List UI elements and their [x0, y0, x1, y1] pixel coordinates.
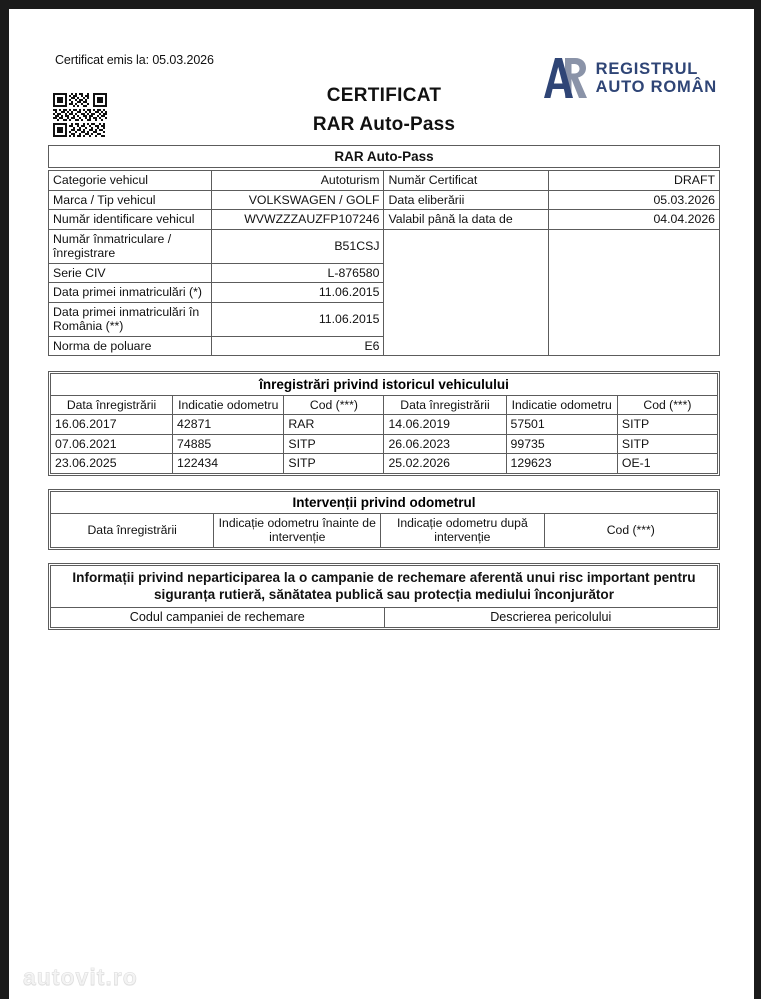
table-row: [51, 415, 718, 435]
document-body: [48, 53, 720, 631]
history-header-odometru-2: Indicatie odometru: [506, 396, 617, 415]
label-data-primei-inmatriculari-ro: Data primei inmatriculări în România (**): [49, 302, 212, 336]
history-cell: SITP: [284, 434, 384, 454]
interv-header-cod: Cod (***): [544, 513, 717, 547]
history-cell: 74885: [173, 434, 284, 454]
interventions-band-title: Intervenții privind odometrul: [50, 491, 718, 513]
value-data-eliberarii: 05.03.2026: [548, 190, 719, 210]
history-cell: SITP: [617, 415, 717, 435]
history-cell: 42871: [173, 415, 284, 435]
recall-header-cod-campanie: Codul campaniei de rechemare: [51, 608, 385, 628]
value-categorie-vehicul: Autoturism: [212, 171, 384, 191]
label-valabil-pana-la: Valabil până la data de: [384, 210, 548, 230]
label-data-primei-inmatriculari: Data primei inmatriculări (*): [49, 283, 212, 303]
history-cell: SITP: [284, 454, 384, 474]
value-data-primei-inmatriculari-ro: 11.06.2015: [212, 302, 384, 336]
label-marca-tip: Marca / Tip vehicul: [49, 190, 212, 210]
interv-header-odometru-dupa: Indicație odometru după intervenție: [381, 513, 544, 547]
value-data-primei-inmatriculari: 11.06.2015: [212, 283, 384, 303]
title-certificat: CERTIFICAT: [326, 85, 442, 106]
history-header-data-2: Data înregistrării: [384, 396, 506, 415]
value-norma-poluare: E6: [212, 336, 384, 356]
table-row: [51, 454, 718, 474]
table-header-row: [51, 396, 718, 415]
table-header-row: [51, 608, 718, 628]
recall-header-descriere-pericol: Descrierea pericolului: [384, 608, 718, 628]
value-numar-identificare: WVWZZZAUZFP107246: [212, 210, 384, 230]
vehicle-history-table: [50, 395, 718, 474]
table-row: [51, 434, 718, 454]
history-cell: 99735: [506, 434, 617, 454]
history-cell: 23.06.2025: [51, 454, 173, 474]
interv-header-data: Data înregistrării: [51, 513, 214, 547]
logo-line-registrul: REGISTRUL: [595, 59, 699, 78]
label-data-eliberarii: Data eliberării: [384, 190, 548, 210]
history-cell: 07.06.2021: [51, 434, 173, 454]
issue-date-text: Certificat emis la: 05.03.2026: [55, 53, 214, 67]
value-serie-civ: L-876580: [212, 263, 384, 283]
table-row: [49, 190, 720, 210]
history-header-cod-2: Cod (***): [617, 396, 717, 415]
history-cell: SITP: [617, 434, 717, 454]
table-header-row: [51, 513, 718, 547]
table-row: [49, 171, 720, 191]
value-valabil-pana-la: 04.04.2026: [548, 210, 719, 230]
recall-table: [50, 607, 718, 628]
history-cell: 122434: [173, 454, 284, 474]
history-cell: 57501: [506, 415, 617, 435]
logo-line-auto-roman: AUTO ROMÂN: [595, 78, 717, 96]
title-rar-auto-pass: RAR Auto-Pass: [312, 114, 456, 135]
table-row: [49, 229, 720, 263]
label-serie-civ: Serie CIV: [49, 263, 212, 283]
label-numar-identificare: Număr identificare vehicul: [49, 210, 212, 230]
history-cell: 26.06.2023: [384, 434, 506, 454]
odometer-interventions-table: [50, 513, 718, 548]
interv-header-odometru-inainte: Indicație odometru înainte de intervenție: [214, 513, 381, 547]
history-cell: 129623: [506, 454, 617, 474]
history-cell: 14.06.2019: [384, 415, 506, 435]
vehicle-history-section: [48, 371, 720, 476]
history-cell: 16.06.2017: [51, 415, 173, 435]
document-page: [9, 9, 754, 999]
history-header-odometru-1: Indicatie odometru: [173, 396, 284, 415]
history-header-data-1: Data înregistrării: [51, 396, 173, 415]
main-info-band-title: RAR Auto-Pass: [48, 145, 720, 168]
vehicle-info-table: [48, 170, 720, 356]
empty-cell: [384, 229, 548, 356]
recall-section: [48, 563, 720, 631]
label-categorie-vehicul: Categorie vehicul: [49, 171, 212, 191]
label-numar-certificat: Număr Certificat: [384, 171, 548, 191]
logo-wordmark: [596, 60, 717, 97]
history-header-cod-1: Cod (***): [284, 396, 384, 415]
value-marca-tip: VOLKSWAGEN / GOLF: [212, 190, 384, 210]
history-cell: RAR: [284, 415, 384, 435]
ar-monogram-icon: [542, 55, 590, 101]
recall-title: Informații privind neparticiparea la o campanie de rechemare aferentă unui risc important pentru siguranța rutieră, sănătatea publică sau protecția mediului înconjurător: [50, 565, 718, 608]
odometer-interventions-section: [48, 489, 720, 550]
rar-logo: [542, 55, 717, 101]
table-row: [49, 210, 720, 230]
value-numar-inmatriculare: B51CSJ: [212, 229, 384, 263]
main-info-section: [48, 145, 720, 356]
value-numar-certificat: DRAFT: [548, 171, 719, 191]
history-band-title: înregistrări privind istoricul vehiculului: [50, 373, 718, 395]
label-norma-poluare: Norma de poluare: [49, 336, 212, 356]
empty-cell: [548, 229, 719, 356]
label-numar-inmatriculare: Număr înmatriculare / înregistrare: [49, 229, 212, 263]
history-cell: OE-1: [617, 454, 717, 474]
document-header: [48, 53, 720, 145]
watermark: autovit.ro: [23, 964, 138, 990]
history-cell: 25.02.2026: [384, 454, 506, 474]
